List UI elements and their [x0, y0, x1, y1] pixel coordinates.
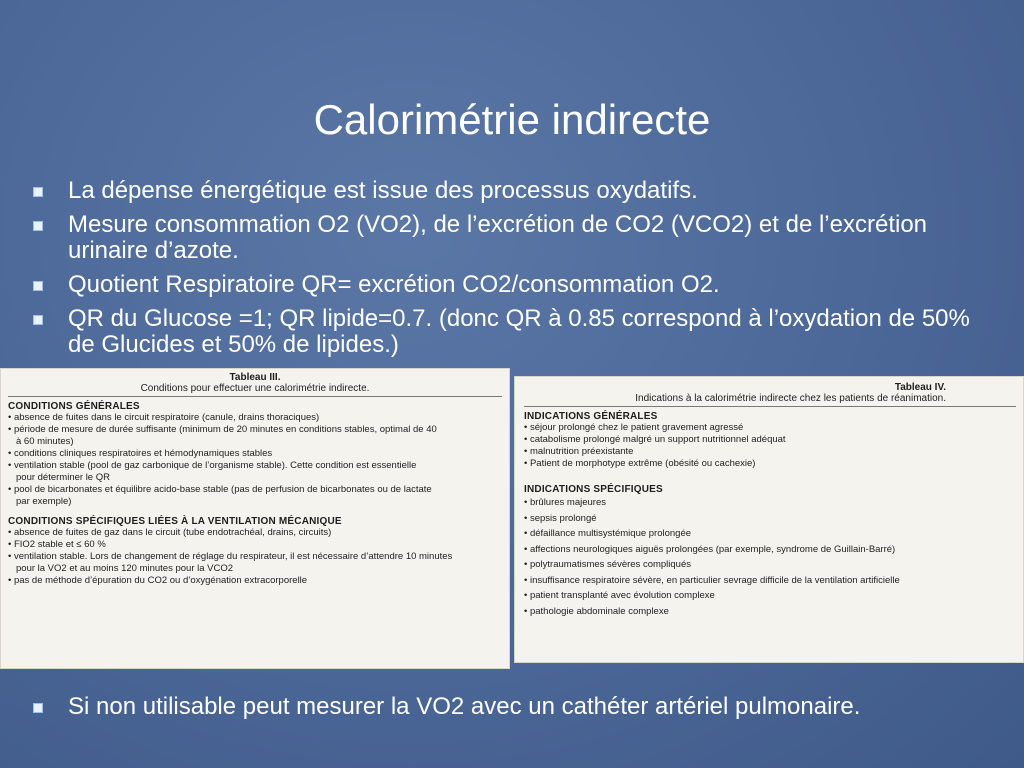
list-item: • Patient de morphotype extrême (obésité ou cachexie) [524, 458, 756, 469]
square-bullet-icon [33, 703, 43, 713]
list-item: • ventilation stable. Lors de changement de réglage du respirateur, il est nécessaire d’attendre 10 minutes [8, 551, 453, 562]
list-item: pour déterminer le QR [16, 472, 110, 483]
list-item: à 60 minutes) [16, 436, 74, 447]
list-item: • période de mesure de durée suffisante (minimum de 20 minutes en conditions stables, optimal de 40 [8, 424, 437, 435]
list-item: • polytraumatismes sévères compliqués [524, 559, 692, 570]
bottom-bullet-list [30, 694, 990, 720]
bullet-item [30, 178, 990, 204]
bullet-item [30, 694, 990, 720]
table-iv-subtitle: Indications à la calorimétrie indirecte chez les patients de réanimation. [635, 393, 946, 404]
list-item: • conditions cliniques respiratoires et hémodynamiques stables [8, 448, 273, 459]
bullet-item [30, 212, 990, 264]
list-item: par exemple) [16, 496, 72, 507]
list-item: • brûlures majeures [524, 497, 606, 508]
list-item: • malnutrition préexistante [524, 446, 634, 457]
table-iii-scan [0, 368, 510, 669]
section-heading: CONDITIONS GÉNÉRALES [8, 401, 140, 412]
square-bullet-icon [33, 281, 43, 291]
bullet-text: Quotient Respiratoire QR= excrétion CO2/consommation O2. [68, 271, 720, 298]
divider [524, 406, 1016, 407]
section-heading: INDICATIONS SPÉCIFIQUES [524, 484, 663, 495]
list-item: • absence de fuites dans le circuit respiratoire (canule, drains thoraciques) [8, 412, 320, 423]
table-iv-header [524, 382, 1016, 404]
list-item: • affections neurologiques aiguës prolongées (par exemple, syndrome de Guillain-Barré) [524, 543, 896, 555]
list-item: pour la VO2 et au moins 120 minutes pour la VCO2 [16, 563, 234, 574]
section-heading: CONDITIONS SPÉCIFIQUES LIÉES À LA VENTILATION MÉCANIQUE [8, 516, 342, 527]
list-item: • patient transplanté avec évolution complexe [524, 590, 715, 601]
section-heading: INDICATIONS GÉNÉRALES [524, 411, 658, 422]
divider [8, 396, 502, 397]
bullet-text: QR du Glucose =1; QR lipide=0.7. (donc QR à 0.85 correspond à l’oxydation de 50% de Glucides et 50% de lipides.) [68, 305, 970, 358]
table-iii-header [8, 372, 502, 394]
list-item: • insuffisance respiratoire sévère, en particulier sevrage difficile de la ventilation artificielle [524, 574, 900, 586]
bullet-text: Si non utilisable peut mesurer la VO2 avec un cathéter artériel pulmonaire. [68, 693, 861, 720]
list-item: • sepsis prolongé [524, 512, 597, 524]
square-bullet-icon [33, 221, 43, 231]
square-bullet-icon [33, 187, 43, 197]
list-item: • pathologie abdominale complexe [524, 605, 669, 617]
list-item: • FIO2 stable et ≤ 60 % [8, 539, 106, 550]
list-item: • catabolisme prolongé malgré un support nutritionnel adéquat [524, 434, 786, 445]
square-bullet-icon [33, 315, 43, 325]
list-item: • pas de méthode d’épuration du CO2 ou d’oxygénation extracorporelle [8, 575, 308, 586]
list-item: • pool de bicarbonates et équilibre acido-base stable (pas de perfusion de bicarbonates ou de lactate [8, 484, 432, 495]
bullet-item [30, 306, 990, 358]
bullet-item [30, 272, 990, 298]
slide-title: Calorimétrie indirecte [313, 96, 711, 143]
table-iv-title: Tableau IV. [894, 382, 946, 393]
table-iv-scan [514, 376, 1024, 663]
list-item: • défaillance multisystémique prolongée [524, 528, 692, 539]
bullet-text: La dépense énergétique est issue des processus oxydatifs. [68, 177, 698, 204]
bullet-list [30, 178, 990, 366]
list-item: • ventilation stable (pool de gaz carbonique de l’organisme stable). Cette condition est essentielle [8, 460, 417, 471]
list-item: • séjour prolongé chez le patient gravement agressé [524, 422, 744, 433]
table-iii-subtitle: Conditions pour effectuer une calorimétrie indirecte. [140, 383, 370, 394]
list-item: • absence de fuites de gaz dans le circuit (tube endotrachéal, drains, circuits) [8, 527, 332, 538]
bullet-text: Mesure consommation O2 (VO2), de l’excrétion de CO2 (VCO2) et de l’excrétion urinaire d’azote. [68, 211, 928, 264]
table-iii-title: Tableau III. [229, 372, 281, 383]
